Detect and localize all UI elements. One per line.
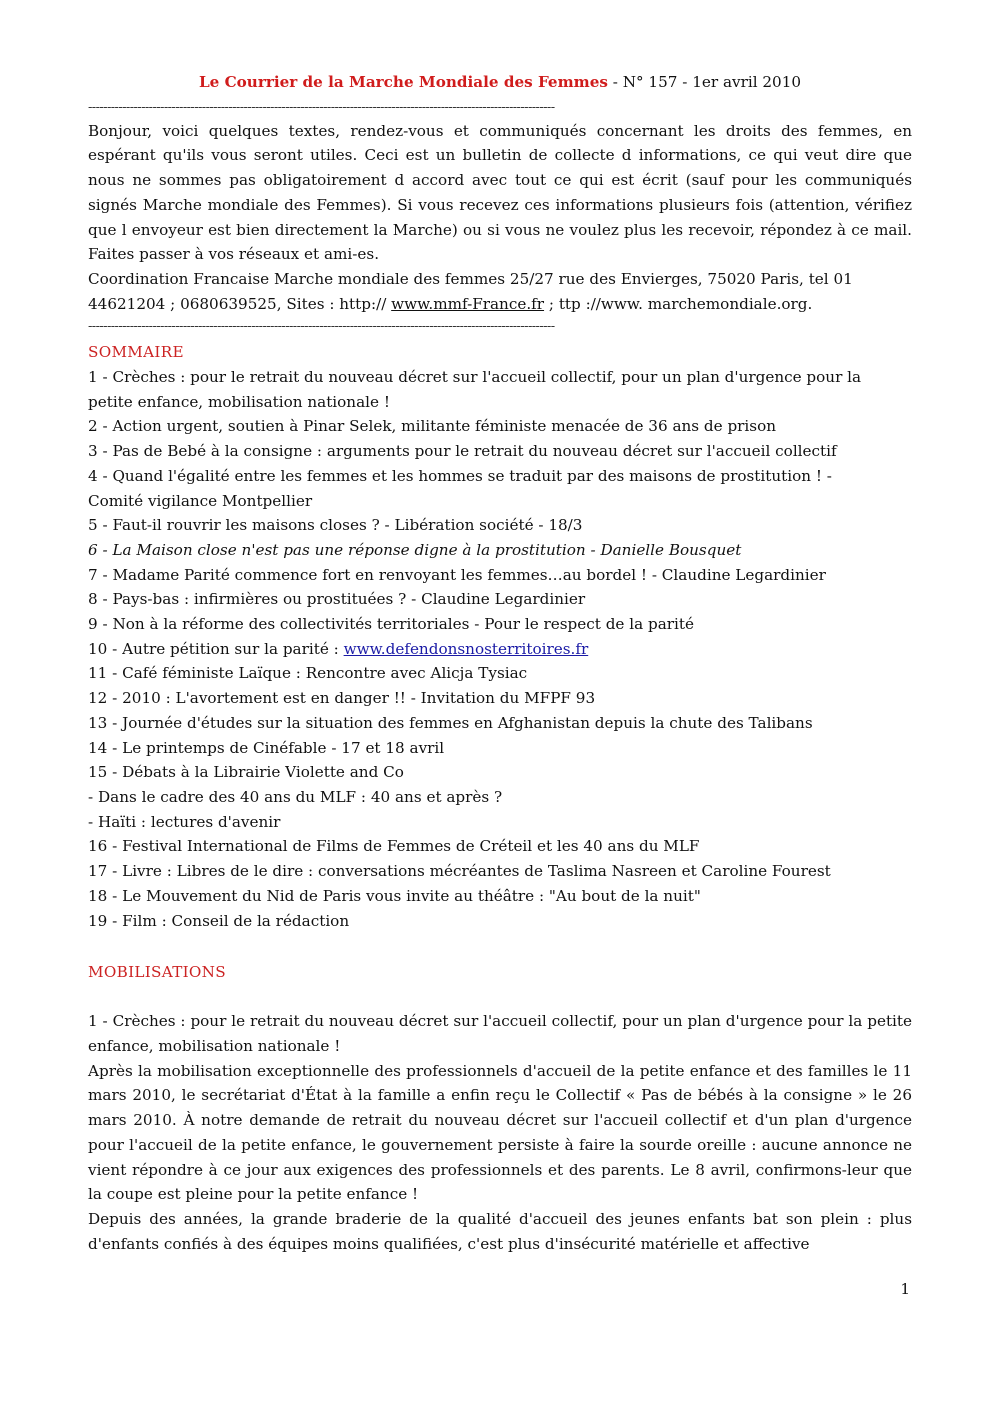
contact-line-2 — [88, 292, 912, 317]
summary-item: 18 - Le Mouvement du Nid de Paris vous invite au théâtre : "Au bout de la nuit" — [88, 886, 701, 905]
contact-sites-label: 44621204 ; 0680639525, Sites : http:// — [88, 294, 387, 313]
document-page — [88, 70, 912, 1256]
summary-item: 11 - Café féministe Laïque : Rencontre avec Alicja Tysiac — [88, 664, 528, 683]
summary-item: 1 - Crèches : pour le retrait du nouveau décret sur l'accueil collectif, pour un plan d'urgence pour la — [88, 368, 862, 387]
summary-item-italic: 6 - La Maison close n'est pas une réponse digne à la prostitution - Danielle Bousquet — [88, 540, 742, 559]
summary-item-text: 10 - Autre pétition sur la parité : — [88, 639, 344, 658]
mobilisation-paragraph-2: Depuis des années, la grande braderie de la qualité d'accueil des jeunes enfants bat son plein : plus d'enfants confiés à des équipes moins qualifiées, c'est plus d'insécurité matérielle et affective — [88, 1209, 912, 1253]
newsletter-title — [88, 70, 912, 95]
summary-item: 4 - Quand l'égalité entre les femmes et les hommes se traduit par des maisons de prostitution ! - — [88, 466, 832, 485]
summary-list — [88, 365, 912, 933]
summary-item: 5 - Faut-il rouvrir les maisons closes ? - Libération société - 18/3 — [88, 516, 583, 535]
intro-paragraph: Bonjour, voici quelques textes, rendez-vous et communiqués concernant les droits des femmes, en espérant qu'ils vous seront utiles. Ceci est un bulletin de collecte d informations, ce qui veut dire que nous ne sommes pas obligatoirement d accord avec tout ce qui est écrit (sauf pour les communiqués signés Marche mondiale des Femmes). Si vous recevez ces informations plusieurs fois (attention, vérifiez que l envoyeur est bien directement la Marche) ou si vous ne voulez plus les recevoir, répondez à ce mail. Faites passer à vos réseaux et ami-es. — [88, 121, 912, 264]
summary-item: 8 - Pays-bas : infirmières ou prostituées ? - Claudine Legardinier — [88, 590, 586, 609]
spacer — [88, 985, 912, 1010]
summary-item: 9 - Non à la réforme des collectivités territoriales - Pour le respect de la parité — [88, 615, 694, 634]
summary-item: petite enfance, mobilisation nationale ! — [88, 392, 390, 411]
summary-item: 16 - Festival International de Films de Femmes de Créteil et les 40 ans du MLF — [88, 837, 700, 856]
summary-item: 3 - Pas de Bebé à la consigne : arguments pour le retrait du nouveau décret sur l'accueil collectif — [88, 442, 837, 461]
title-issue: - N° 157 - 1er avril 2010 — [607, 73, 802, 91]
summary-item-with-link — [88, 637, 912, 662]
mobilisation-paragraph-1: Après la mobilisation exceptionnelle des professionnels d'accueil de la petite enfance et des familles le 11 mars 2010, le secrétariat d'État à la famille a enfin reçu le Collectif « Pas de bébés à la consigne » le 26 mars 2010. À notre demande de retrait du nouveau décret sur l'accueil collectif et d'un plan d'urgence pour l'accueil de la petite enfance, le gouvernement persiste à faire la sourde oreille : aucune annonce ne vient répondre à ce jour aux exigences des professionnels et des parents. Le 8 avril, confirmons-leur que la coupe est pleine pour la petite enfance ! — [88, 1061, 912, 1204]
contact-sites-rest: ; ttp ://www. marchemondiale.org. — [544, 294, 813, 313]
separator-line-2: --------------------------------------------------------------------------------------------------------------------------- — [88, 319, 555, 335]
title-main: Le Courrier de la Marche Mondiale des Femmes — [198, 73, 608, 91]
summary-heading: SOMMAIRE — [88, 343, 184, 362]
spacer — [88, 933, 912, 958]
summary-item: Comité vigilance Montpellier — [88, 491, 313, 510]
summary-item: 12 - 2010 : L'avortement est en danger !! - Invitation du MFPF 93 — [88, 689, 596, 708]
summary-item: 13 - Journée d'études sur la situation des femmes en Afghanistan depuis la chute des Talibans — [88, 713, 813, 732]
summary-item: - Haïti : lectures d'avenir — [88, 812, 281, 831]
mobilisations-heading: MOBILISATIONS — [88, 962, 226, 981]
summary-item: - Dans le cadre des 40 ans du MLF : 40 ans et après ? — [88, 787, 503, 806]
summary-item: 2 - Action urgent, soutien à Pinar Selek, militante féministe menacée de 36 ans de prison — [88, 417, 777, 436]
summary-item: 17 - Livre : Libres de le dire : conversations mécréantes de Taslima Nasreen et Caroline Fourest — [88, 862, 831, 881]
summary-item: 14 - Le printemps de Cinéfable - 17 et 18 avril — [88, 738, 445, 757]
separator-line: --------------------------------------------------------------------------------------------------------------------------- — [88, 99, 555, 115]
mobilisation-item-title: 1 - Crèches : pour le retrait du nouveau décret sur l'accueil collectif, pour un plan d'urgence pour la petite enfance, mobilisation nationale ! — [88, 1012, 912, 1055]
mmf-france-link[interactable]: www.mmf-France.fr — [391, 294, 545, 313]
summary-item: 15 - Débats à la Librairie Violette and Co — [88, 763, 404, 782]
defendons-territoires-link[interactable]: www.defendonsnosterritoires.fr — [343, 639, 589, 658]
summary-item: 7 - Madame Parité commence fort en renvoyant les femmes…au bordel ! - Claudine Legardinier — [88, 565, 826, 584]
summary-item: 19 - Film : Conseil de la rédaction — [88, 911, 350, 930]
page-number: 1 — [900, 1280, 910, 1298]
contact-line-1: Coordination Francaise Marche mondiale des femmes 25/27 rue des Envierges, 75020 Paris, tel 01 — [88, 269, 853, 288]
